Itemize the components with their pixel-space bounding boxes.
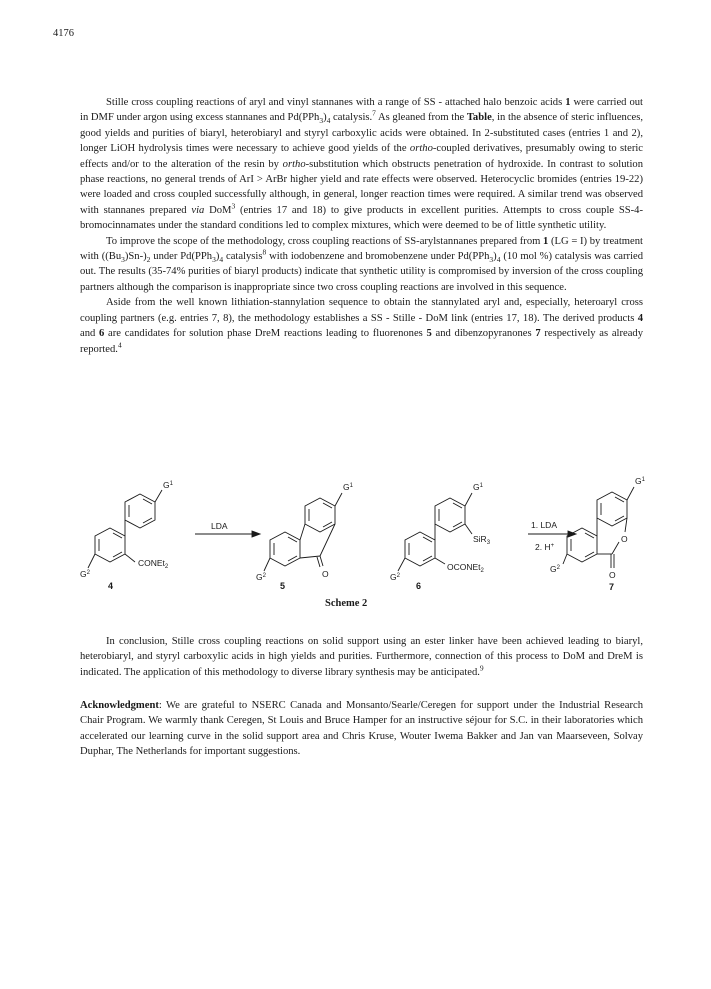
scheme-2 <box>80 476 643 616</box>
text-segment: 9 <box>479 663 484 673</box>
text-segment: (10 mol %) catalysis was carried out. The results (35-74% purities of biaryl products) indicate that synthetic utility is compromised by inversion of the cross coupling partners although the comparison is inappropriate since two cross coupling reactions are involved in this sequence. <box>80 251 644 293</box>
compound-7-number: 7 <box>609 582 615 592</box>
compound-4-structure <box>88 490 162 568</box>
text-segment: Table <box>466 112 492 124</box>
compound-5-number: 5 <box>280 581 286 591</box>
paragraph-scope-improvement <box>80 234 643 296</box>
arrow-2-step-1-label: 1. LDA <box>531 520 557 530</box>
text-segment: were carried out in DMF under argon using excess stannanes and Pd(PPh <box>80 97 644 124</box>
compound-6-g1-label: $G^1$ <box>473 482 483 492</box>
compound-5-carbonyl-label: O <box>322 569 329 579</box>
compound-7-g1-label: $G^1$ <box>635 476 645 486</box>
text-segment: Acknowledgment <box>80 700 159 711</box>
text-segment: catalysis. <box>330 112 373 124</box>
text-segment: 8 <box>262 247 267 257</box>
text-segment: catalysis <box>223 251 263 263</box>
compound-6-number: 6 <box>416 581 422 591</box>
text-segment: ) <box>493 251 497 263</box>
text-segment: 3 <box>212 255 216 265</box>
compound-7-ring-oxygen-label: O <box>621 534 628 544</box>
text-segment: DoM <box>204 204 232 216</box>
text-segment: ortho <box>409 143 433 155</box>
compound-7-structure <box>563 487 634 568</box>
text-segment: -coupled derivatives, presumably owing to steric effects and/or to the alteration of the resin by <box>80 143 643 170</box>
text-segment: 4 <box>117 339 122 349</box>
text-segment: (entries 17 and 18) to give products in excellent purities. Attempts to cross couple SS-4-bromocinnamates under the standard conditions led to complex mixtures, which were deemed to be of little synthetic utility. <box>80 204 643 232</box>
text-segment: 3 <box>121 255 125 265</box>
scheme-2-drawing <box>80 476 643 616</box>
text-segment: 7 <box>372 108 376 118</box>
compound-5-structure <box>264 493 342 571</box>
text-segment: 3 <box>319 116 324 126</box>
compound-6-structure <box>398 493 472 571</box>
arrow-2-step-2-label: 2. H+ <box>535 542 555 552</box>
compound-5-g1-label: $G^1$ <box>343 482 353 492</box>
compound-7-g2-label: $G^2$ <box>550 564 560 574</box>
text-segment: 5 <box>426 328 432 340</box>
compound-6-silyl-label: SiR$_3$ <box>473 534 491 546</box>
body-text-acknowledgment <box>80 698 643 760</box>
text-segment: 2 <box>146 255 151 265</box>
text-segment: 6 <box>99 328 105 340</box>
compound-7-carbonyl-label: O <box>609 570 616 580</box>
text-segment: respectively as already reported. <box>80 328 644 355</box>
text-segment: -substitution which obstructs penetration of hydroxide. In contrast to solution phase reactions, no general trends of ArI > ArBr higher yield and rate effects were observed. Heterocyclic bromides (entries 19-22) were loaded and cross coupled successfully although, in general, longer reaction times were required. A similar trend was observed with stannanes prepared <box>80 158 643 216</box>
text-segment: ortho <box>282 158 306 170</box>
compound-4-number: 4 <box>108 581 114 591</box>
text-segment: Aside from the well known lithiation-stannylation sequence to obtain the stannylated aryl and, especially, heteroaryl cross coupling partners (e.g. entries 7, 8), the methodology establishes a SS - Stille - DoM link (entries 17, 18). The derived products <box>80 297 643 324</box>
text-segment: with iodobenzene and bromobenzene under Pd(PPh <box>266 251 490 263</box>
text-segment: 1 <box>565 97 571 108</box>
text-segment: ) <box>323 112 327 124</box>
paragraph-stille-results <box>80 95 643 234</box>
paragraph-dom-link <box>80 295 643 357</box>
scheme-caption: Scheme 2 <box>325 598 368 609</box>
compound-4-g1-label: $G^1$ <box>163 480 173 490</box>
text-segment: and <box>80 328 100 340</box>
text-segment: )Sn-) <box>124 251 147 263</box>
text-segment: 7 <box>535 328 541 340</box>
paragraph-conclusion <box>80 634 643 680</box>
compound-5-g2-label: $G^2$ <box>256 572 266 582</box>
text-segment: 4 <box>637 312 643 324</box>
text-segment: To improve the scope of the methodology, cross coupling reactions of SS-arylstannanes prepared from <box>106 235 544 247</box>
compound-6-g2-label: $G^2$ <box>390 572 400 582</box>
text-segment: under Pd(PPh <box>150 251 213 263</box>
text-segment: , in the absence of steric influences, good yields and purities of biaryl, heterobiaryl and styryl carboxylic acids were obtained. In 2-substituted cases (entries 1 and 2), longer LiOH hydrolysis times were necessary to achieve good yields of the <box>80 112 643 155</box>
text-segment: As gleaned from the <box>375 112 467 124</box>
text-segment: via <box>191 204 205 216</box>
paragraph-acknowledgment <box>80 698 643 760</box>
text-segment: and dibenzopyranones <box>431 328 536 340</box>
arrow-1-label: LDA <box>211 521 228 531</box>
compound-4-g2-label: $G^2$ <box>80 569 90 579</box>
text-segment: ) <box>215 251 220 263</box>
compound-6-group-label: OCONEt$_2$ <box>447 562 484 574</box>
text-segment: : We are grateful to NSERC Canada and Monsanto/Searle/Ceregen for support under the Industrial Research Chair Program. We warmly thank Ceregen, St Louis and Bruce Hamper for an instructive séjour for S.C. in their laboratories which accelerated our learning curve in the solid support area and Chris Kruse, Wouter Iwema Bakker and Jan van Maarseveen, Solvay Duphar, The Netherlands for important suggestions. <box>80 700 643 758</box>
body-text-conclusion <box>80 634 643 680</box>
text-segment: Stille cross coupling reactions of aryl and vinyl stannanes with a range of SS - attached halo benzoic acids <box>106 97 566 108</box>
text-segment: 1 <box>543 235 549 247</box>
text-segment: are candidates for solution phase DreM reactions leading to fluorenones <box>104 328 427 340</box>
text-segment: (LG = I) by treatment with ((Bu <box>80 235 643 263</box>
text-segment: 4 <box>219 255 224 265</box>
text-segment: 4 <box>326 116 331 126</box>
page-number: 4176 <box>53 28 74 39</box>
text-segment: In conclusion, Stille cross coupling reactions on solid support using an ester linker have been achieved leading to biaryl, heterobiaryl, and styryl carboxylic acids in high yields and purities. Furthermore, connection of this process to DoM and DreM is indicated. The application of this methodology to diverse library synthesis may be anticipated. <box>80 636 643 678</box>
body-text-upper <box>80 95 643 357</box>
text-segment: 3 <box>489 255 494 265</box>
text-segment: 3 <box>231 201 236 211</box>
text-segment: 4 <box>496 255 501 265</box>
compound-4-group-label: CONEt$_2$ <box>138 558 169 570</box>
